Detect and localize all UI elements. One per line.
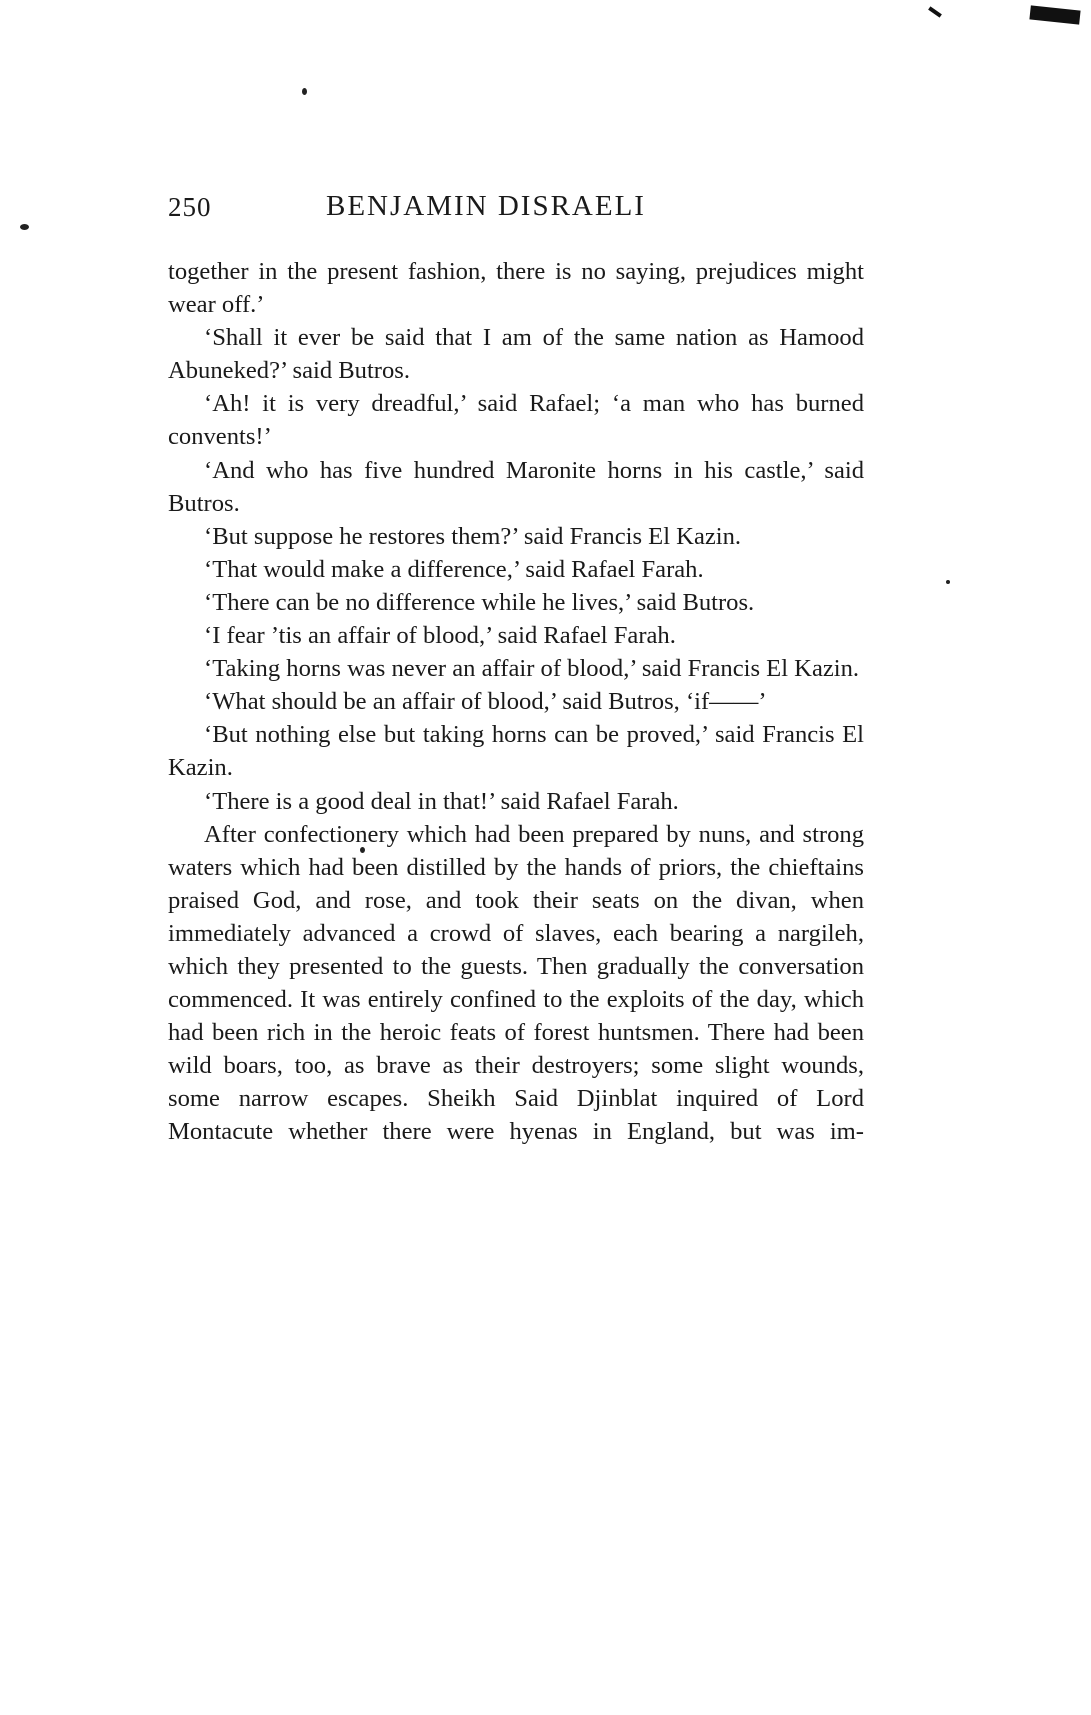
paragraph: ‘That would make a difference,’ said Rafael Farah. (204, 555, 704, 583)
paragraph: ‘Shall it ever be said that I am of the same nation as Hamood Abuneked?’ said Butros. (168, 324, 864, 385)
scan-mark-top-dash (928, 6, 942, 17)
paragraph: ‘But suppose he restores them?’ said Francis El Kazin. (204, 522, 742, 550)
page-header (168, 190, 868, 234)
paragraph: ‘Ah! it is very dreadful,’ said Rafael; ‘a man who has burned convents!’ (168, 390, 864, 451)
paragraph: ‘Taking horns was never an affair of blood,’ said Francis El Kazin. (204, 655, 860, 683)
paragraph: ‘There can be no difference while he lives,’ said Butros. (204, 588, 755, 616)
paragraph: together in the present fashion, there is no saying, prejudices might wear off.’ (168, 258, 864, 319)
page-number: 250 (168, 192, 212, 222)
paragraph: ‘But nothing else but taking horns can be proved,’ said Francis El Kazin. (168, 721, 864, 782)
paragraph: ‘I fear ’tis an affair of blood,’ said Rafael Farah. (204, 622, 676, 650)
body-text (168, 255, 864, 1149)
paragraph: ‘And who has five hundred Maronite horns in his castle,’ said Butros. (168, 456, 864, 517)
paragraph: After confectionery which had been prepared by nuns, and strong waters which had been distilled by the hands of priors, the chieftains praised God, and rose, and took their seats on the divan, when immediately advanced a crowd of slaves, each bearing a nargileh, which they presented to the guests. Then gradually the conversation commenced. It was entirely confined to the exploits of the day, which had been rich in the heroic feats of forest huntsmen. There had been wild boars, too, as brave as their destroyers; some slight wounds, some narrow escapes. Sheikh Said Djinblat inquired of Lord Montacute whether there were hyenas in England, but was im- (168, 820, 864, 1146)
scan-speck (302, 88, 307, 95)
scan-mark-top-right (1029, 5, 1080, 24)
paragraph: ‘What should be an affair of blood,’ said Butros, ‘if——’ (204, 688, 767, 716)
running-head: BENJAMIN DISRAELI (326, 190, 646, 222)
scan-speck (946, 580, 950, 584)
scan-speck (20, 224, 29, 230)
paragraph: ‘There is a good deal in that!’ said Rafael Farah. (204, 787, 679, 815)
